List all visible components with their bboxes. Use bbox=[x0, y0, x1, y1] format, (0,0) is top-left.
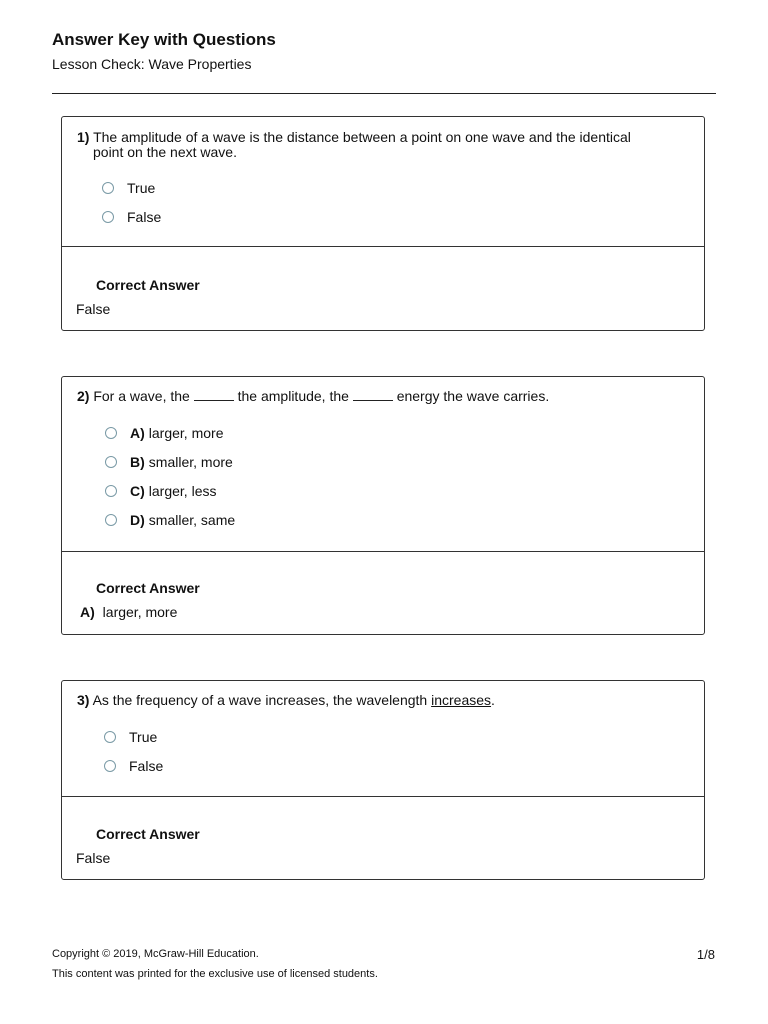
option-label: True bbox=[129, 729, 158, 745]
fill-blank-2 bbox=[353, 391, 393, 401]
radio-button[interactable] bbox=[105, 485, 117, 497]
radio-button[interactable] bbox=[105, 456, 117, 468]
page-number: 1/8 bbox=[696, 947, 715, 962]
radio-button[interactable] bbox=[102, 211, 114, 223]
question-text-3-part1: As the frequency of a wave increases, the wavelength bbox=[92, 692, 428, 708]
radio-button[interactable] bbox=[105, 427, 117, 439]
radio-button[interactable] bbox=[104, 731, 116, 743]
question-text-1 bbox=[77, 130, 686, 160]
question-text-1-line2: point on the next wave. bbox=[93, 144, 237, 160]
question-text-2-part1: For a wave, the bbox=[93, 388, 190, 404]
option-label: larger, less bbox=[148, 483, 217, 499]
option-letter: D) bbox=[130, 512, 145, 528]
question-text-1-line1: The amplitude of a wave is the distance between a point on one wave and the identical bbox=[93, 129, 631, 145]
footer-copyright: Copyright © 2019, McGraw-Hill Education. bbox=[52, 948, 259, 960]
correct-answer-value bbox=[80, 604, 177, 620]
option-false[interactable] bbox=[102, 209, 161, 225]
option-true[interactable] bbox=[104, 729, 157, 745]
question-card-3 bbox=[61, 680, 705, 880]
option-label: larger, more bbox=[148, 425, 224, 441]
fill-blank-1 bbox=[194, 391, 234, 401]
question-number-3: 3) bbox=[77, 692, 90, 708]
question-card-2 bbox=[61, 376, 705, 635]
radio-button[interactable] bbox=[104, 760, 116, 772]
correct-answer-letter: A) bbox=[80, 604, 95, 620]
correct-answer-text: larger, more bbox=[102, 604, 178, 620]
option-label: False bbox=[127, 209, 162, 225]
option-c[interactable] bbox=[105, 483, 216, 499]
option-label: smaller, same bbox=[148, 512, 236, 528]
radio-button[interactable] bbox=[105, 514, 117, 526]
radio-button[interactable] bbox=[102, 182, 114, 194]
document-subtitle: Lesson Check: Wave Properties bbox=[52, 56, 252, 72]
question-text-3-end: . bbox=[491, 692, 495, 708]
question-body-1 bbox=[62, 117, 704, 247]
header-divider bbox=[52, 93, 716, 94]
option-true[interactable] bbox=[102, 180, 155, 196]
option-label: False bbox=[129, 758, 164, 774]
correct-answer-heading: Correct Answer bbox=[96, 580, 200, 596]
correct-answer-heading: Correct Answer bbox=[96, 277, 200, 293]
option-label: True bbox=[127, 180, 156, 196]
correct-answer-value: False bbox=[76, 301, 111, 317]
option-letter: C) bbox=[130, 483, 145, 499]
option-label: smaller, more bbox=[148, 454, 233, 470]
question-number-1: 1) bbox=[77, 129, 90, 145]
question-text-2-part3: energy the wave carries. bbox=[396, 388, 550, 404]
document-title: Answer Key with Questions bbox=[52, 30, 276, 49]
option-false[interactable] bbox=[104, 758, 163, 774]
option-b[interactable] bbox=[105, 454, 233, 470]
footer-notice: This content was printed for the exclusive use of licensed students. bbox=[52, 968, 378, 980]
question-text-2-part2: the amplitude, the bbox=[237, 388, 349, 404]
question-text-3 bbox=[77, 693, 686, 708]
correct-answer-value: False bbox=[76, 850, 111, 866]
option-letter: B) bbox=[130, 454, 145, 470]
question-body-3 bbox=[62, 681, 704, 797]
question-body-2 bbox=[62, 377, 704, 552]
question-number-2: 2) bbox=[77, 388, 90, 404]
question-card-1 bbox=[61, 116, 705, 331]
option-letter: A) bbox=[130, 425, 145, 441]
correct-answer-heading: Correct Answer bbox=[96, 826, 200, 842]
underlined-term: increases bbox=[431, 692, 492, 708]
question-text-2 bbox=[77, 389, 686, 404]
option-d[interactable] bbox=[105, 512, 235, 528]
option-a[interactable] bbox=[105, 425, 223, 441]
